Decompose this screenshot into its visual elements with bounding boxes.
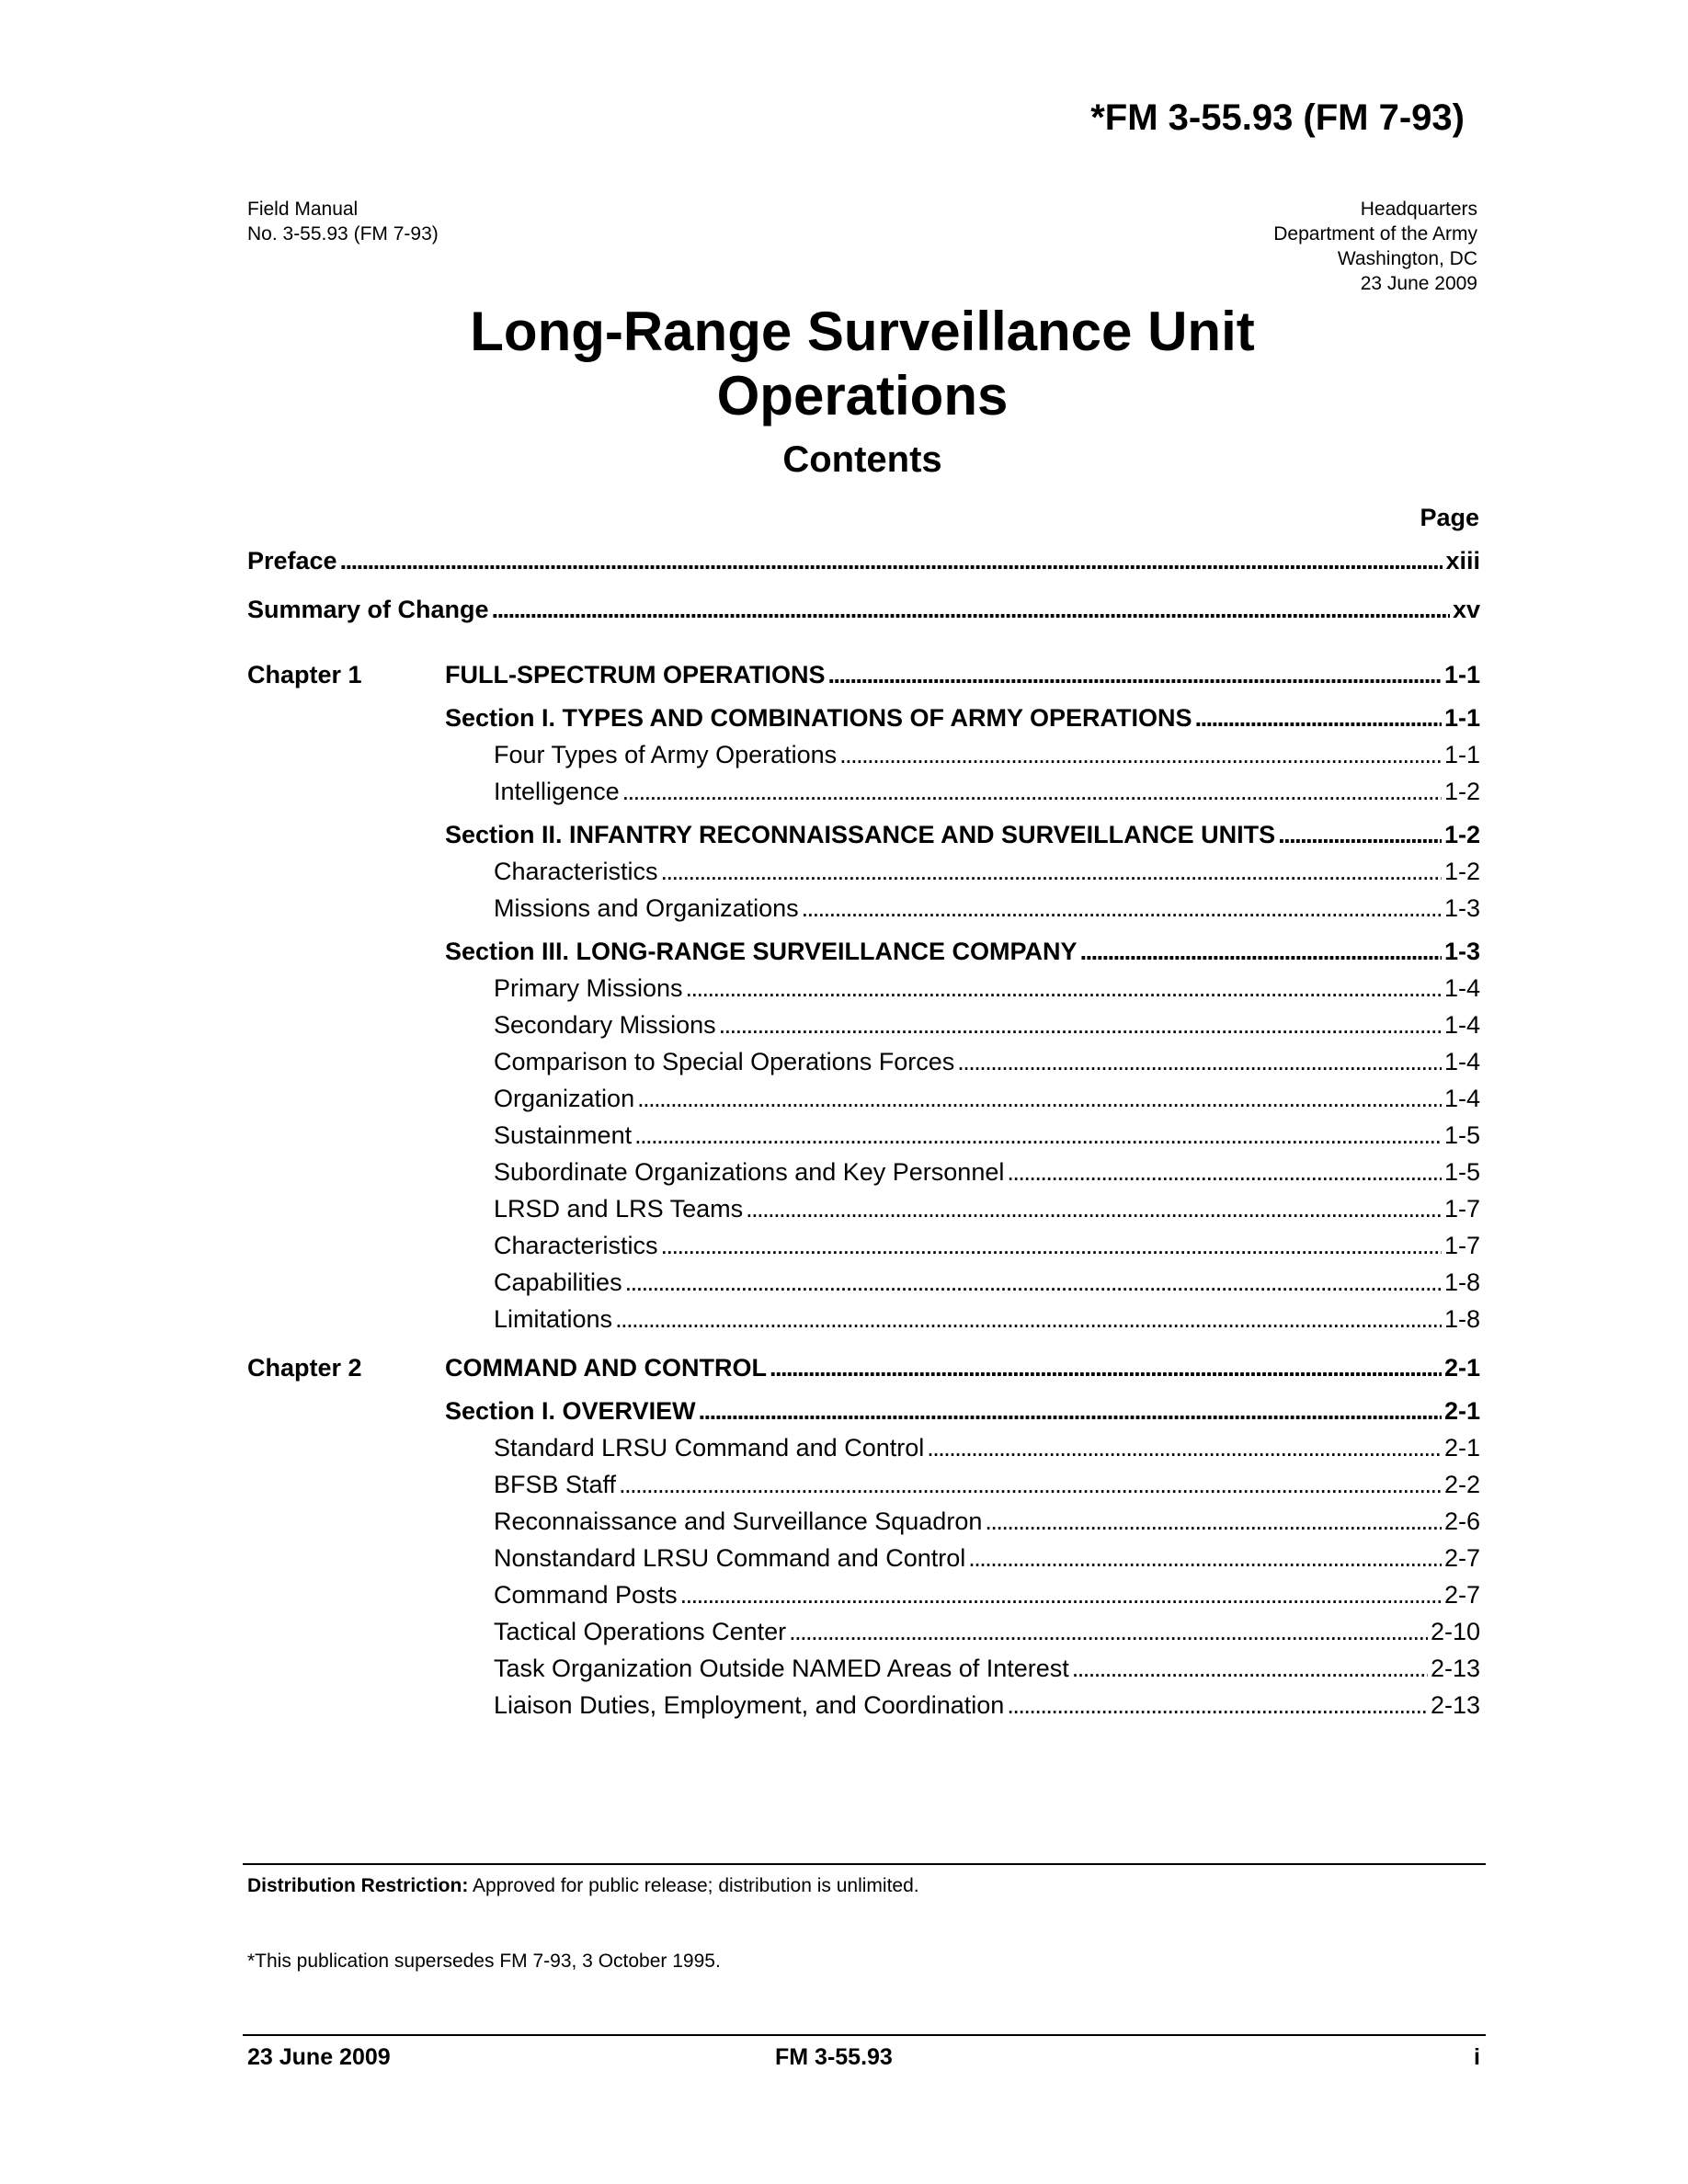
- toc-entry-page: 1-8: [1443, 1268, 1480, 1296]
- toc-entry-title: Section III. LONG-RANGE SURVEILLANCE COMPANY: [445, 938, 1078, 965]
- title-line-2: Operations: [716, 365, 1009, 427]
- toc-entry-title: COMMAND AND CONTROL: [445, 1354, 767, 1382]
- toc-entry-page: 1-7: [1443, 1232, 1480, 1259]
- dot-leader: [1278, 818, 1442, 851]
- toc-entry-title: BFSB Staff: [494, 1471, 617, 1498]
- toc-entry-title: Subordinate Organizations and Key Personnel: [494, 1158, 1005, 1186]
- dot-leader: [680, 1578, 1442, 1611]
- toc-entry-title: Characteristics: [494, 858, 658, 885]
- toc-entry-title: Reconnaissance and Surveillance Squadron: [494, 1507, 983, 1535]
- department-label: Department of the Army: [1273, 223, 1477, 245]
- toc-entry-topic[interactable]: [494, 1689, 1480, 1722]
- toc-entry-page: 2-6: [1443, 1507, 1480, 1535]
- toc-entry-page: 2-1: [1443, 1397, 1480, 1425]
- field-manual-number: No. 3-55.93 (FM 7-93): [247, 223, 439, 245]
- toc-entry-title: Capabilities: [494, 1268, 622, 1296]
- dot-leader: [1007, 1689, 1428, 1722]
- dot-leader: [1007, 1155, 1442, 1189]
- toc-entry-chapter-2[interactable]: [445, 1351, 1480, 1384]
- document-number: *FM 3-55.93 (FM 7-93): [1090, 97, 1465, 138]
- toc-entry-page: 1-2: [1443, 778, 1480, 805]
- toc-entry-title: Preface: [247, 547, 337, 574]
- dot-leader: [340, 544, 1443, 577]
- toc-entry-page: 1-1: [1443, 741, 1480, 768]
- toc-entry-page: 2-13: [1430, 1655, 1480, 1682]
- dot-leader: [746, 1192, 1442, 1225]
- dot-leader: [1080, 935, 1442, 968]
- toc-entry-title: Section I. TYPES AND COMBINATIONS OF ARMY OPERATIONS: [445, 704, 1192, 732]
- toc-entry-title: Liaison Duties, Employment, and Coordination: [494, 1691, 1005, 1719]
- supersedes-note: *This publication supersedes FM 7-93, 3 October 1995.: [247, 1951, 721, 1972]
- toc-entry-title: Four Types of Army Operations: [494, 741, 838, 768]
- toc-entry-page: 1-7: [1443, 1195, 1480, 1223]
- distribution-restriction: [247, 1875, 919, 1897]
- toc-entry-title: Secondary Missions: [494, 1011, 716, 1039]
- chapter-1-label: Chapter 1: [247, 661, 362, 688]
- toc-entry-title: Comparison to Special Operations Forces: [494, 1048, 955, 1075]
- toc-entry-topic[interactable]: [494, 738, 1480, 771]
- toc-entry-topic[interactable]: [494, 1468, 1480, 1501]
- toc-entry-topic[interactable]: [494, 1119, 1480, 1152]
- headquarters-label: Headquarters: [1360, 199, 1477, 220]
- toc-entry-topic[interactable]: [494, 855, 1480, 888]
- toc-entry-title: Section I. OVERVIEW: [445, 1397, 696, 1425]
- footer-date: 23 June 2009: [247, 2044, 391, 2070]
- dot-leader: [968, 1541, 1442, 1575]
- publication-date: 23 June 2009: [1360, 273, 1477, 294]
- toc-entry-topic[interactable]: [494, 775, 1480, 808]
- toc-entry-topic[interactable]: [494, 1008, 1480, 1041]
- toc-entry-topic[interactable]: [494, 1431, 1480, 1464]
- toc-entry-title: Tactical Operations Center: [494, 1618, 787, 1645]
- toc-entry-topic[interactable]: [494, 972, 1480, 1005]
- toc-entry-section[interactable]: [445, 818, 1480, 851]
- toc-entry-page: 1-3: [1443, 938, 1480, 965]
- toc-entry-topic[interactable]: [494, 892, 1480, 925]
- footer-divider: [243, 2034, 1486, 2036]
- field-manual-label: Field Manual: [247, 199, 359, 220]
- dot-leader: [634, 1119, 1442, 1152]
- distribution-text: Approved for public release; distribution is unlimited.: [468, 1875, 919, 1896]
- distribution-divider: [243, 1863, 1486, 1865]
- dot-leader: [789, 1615, 1428, 1648]
- toc-entry-page: 1-5: [1443, 1158, 1480, 1186]
- dot-leader: [637, 1082, 1442, 1115]
- toc-entry-topic[interactable]: [494, 1302, 1480, 1336]
- toc-entry-page: 2-7: [1443, 1581, 1480, 1609]
- dot-leader: [625, 1266, 1442, 1299]
- toc-entry-page: 2-13: [1430, 1691, 1480, 1719]
- toc-entry-topic[interactable]: [494, 1505, 1480, 1538]
- dot-leader: [1195, 701, 1442, 734]
- toc-entry-page: 2-10: [1430, 1618, 1480, 1645]
- dot-leader: [957, 1045, 1442, 1078]
- dot-leader: [1072, 1652, 1428, 1685]
- toc-entry-page: 1-4: [1443, 1085, 1480, 1112]
- toc-entry-title: Characteristics: [494, 1232, 658, 1259]
- toc-entry-title: Sustainment: [494, 1121, 633, 1149]
- dot-leader: [619, 1468, 1442, 1501]
- toc-entry-page: 2-1: [1443, 1434, 1480, 1462]
- location-label: Washington, DC: [1337, 248, 1477, 269]
- dot-leader: [661, 1229, 1442, 1262]
- dot-leader: [622, 775, 1442, 808]
- toc-entry-page: 1-4: [1443, 974, 1480, 1002]
- toc-entry-topic[interactable]: [494, 1045, 1480, 1078]
- toc-entry-topic[interactable]: [494, 1155, 1480, 1189]
- toc-entry-page: xv: [1452, 596, 1480, 623]
- chapter-2-label: Chapter 2: [247, 1354, 362, 1382]
- toc-entry-title: FULL-SPECTRUM OPERATIONS: [445, 661, 826, 688]
- toc-entry-page: 1-2: [1443, 821, 1480, 848]
- toc-entry-title: Organization: [494, 1085, 635, 1112]
- page-column-label: Page: [1420, 504, 1479, 531]
- title-line-1: Long-Range Surveillance Unit: [470, 301, 1255, 362]
- toc-entry-page: 1-8: [1443, 1305, 1480, 1333]
- toc-entry-page: 1-1: [1443, 661, 1480, 688]
- toc-entry-title: Intelligence: [494, 778, 620, 805]
- toc-entry-topic[interactable]: [494, 1578, 1480, 1611]
- toc-entry-topic[interactable]: [494, 1229, 1480, 1262]
- toc-entry-topic[interactable]: [494, 1082, 1480, 1115]
- dot-leader: [839, 738, 1442, 771]
- toc-entry-page: 2-2: [1443, 1471, 1480, 1498]
- toc-entry-page: 2-1: [1443, 1354, 1480, 1382]
- toc-entry-page: 1-4: [1443, 1048, 1480, 1075]
- toc-entry-title: Limitations: [494, 1305, 613, 1333]
- dot-leader: [661, 855, 1442, 888]
- toc-entry-title: Summary of Change: [247, 596, 489, 623]
- toc-entry-topic[interactable]: [494, 1652, 1480, 1685]
- dot-leader: [985, 1505, 1442, 1538]
- contents-heading: Contents: [782, 439, 942, 480]
- toc-entry-section[interactable]: [445, 935, 1480, 968]
- toc-entry-title: Primary Missions: [494, 974, 683, 1002]
- dot-leader: [927, 1431, 1442, 1464]
- dot-leader: [615, 1302, 1442, 1336]
- toc-entry-title: LRSD and LRS Teams: [494, 1195, 744, 1223]
- toc-entry-topic[interactable]: [494, 1615, 1480, 1648]
- toc-entry-section[interactable]: [445, 701, 1480, 734]
- toc-entry-title: Command Posts: [494, 1581, 678, 1609]
- dot-leader: [699, 1394, 1442, 1428]
- toc-entry-title: Nonstandard LRSU Command and Control: [494, 1544, 966, 1572]
- toc-entry-preface[interactable]: [247, 544, 1480, 577]
- toc-entry-title: Section II. INFANTRY RECONNAISSANCE AND SURVEILLANCE UNITS: [445, 821, 1276, 848]
- toc-entry-page: 1-2: [1443, 858, 1480, 885]
- toc-entry-section[interactable]: [445, 1394, 1480, 1428]
- toc-entry-title: Missions and Organizations: [494, 894, 799, 922]
- toc-entry-summary-of-change[interactable]: [247, 593, 1480, 626]
- footer-manual-number: FM 3-55.93: [775, 2044, 893, 2070]
- footer-page-number: i: [1474, 2044, 1480, 2070]
- toc-entry-topic[interactable]: [494, 1192, 1480, 1225]
- toc-entry-page: 1-5: [1443, 1121, 1480, 1149]
- toc-entry-chapter-1[interactable]: [445, 658, 1480, 691]
- toc-entry-page: xiii: [1445, 547, 1480, 574]
- toc-entry-title: Standard LRSU Command and Control: [494, 1434, 925, 1462]
- dot-leader: [492, 593, 1450, 626]
- toc-entry-page: 1-1: [1443, 704, 1480, 732]
- distribution-label: Distribution Restriction:: [247, 1875, 469, 1896]
- toc-entry-page: 2-7: [1443, 1544, 1480, 1572]
- toc-entry-topic[interactable]: [494, 1266, 1480, 1299]
- dot-leader: [719, 1008, 1442, 1041]
- dot-leader: [828, 658, 1442, 691]
- toc-entry-title: Task Organization Outside NAMED Areas of Interest: [494, 1655, 1069, 1682]
- toc-entry-topic[interactable]: [494, 1541, 1480, 1575]
- dot-leader: [770, 1351, 1442, 1384]
- toc-entry-page: 1-3: [1443, 894, 1480, 922]
- toc-entry-page: 1-4: [1443, 1011, 1480, 1039]
- dot-leader: [686, 972, 1442, 1005]
- dot-leader: [802, 892, 1442, 925]
